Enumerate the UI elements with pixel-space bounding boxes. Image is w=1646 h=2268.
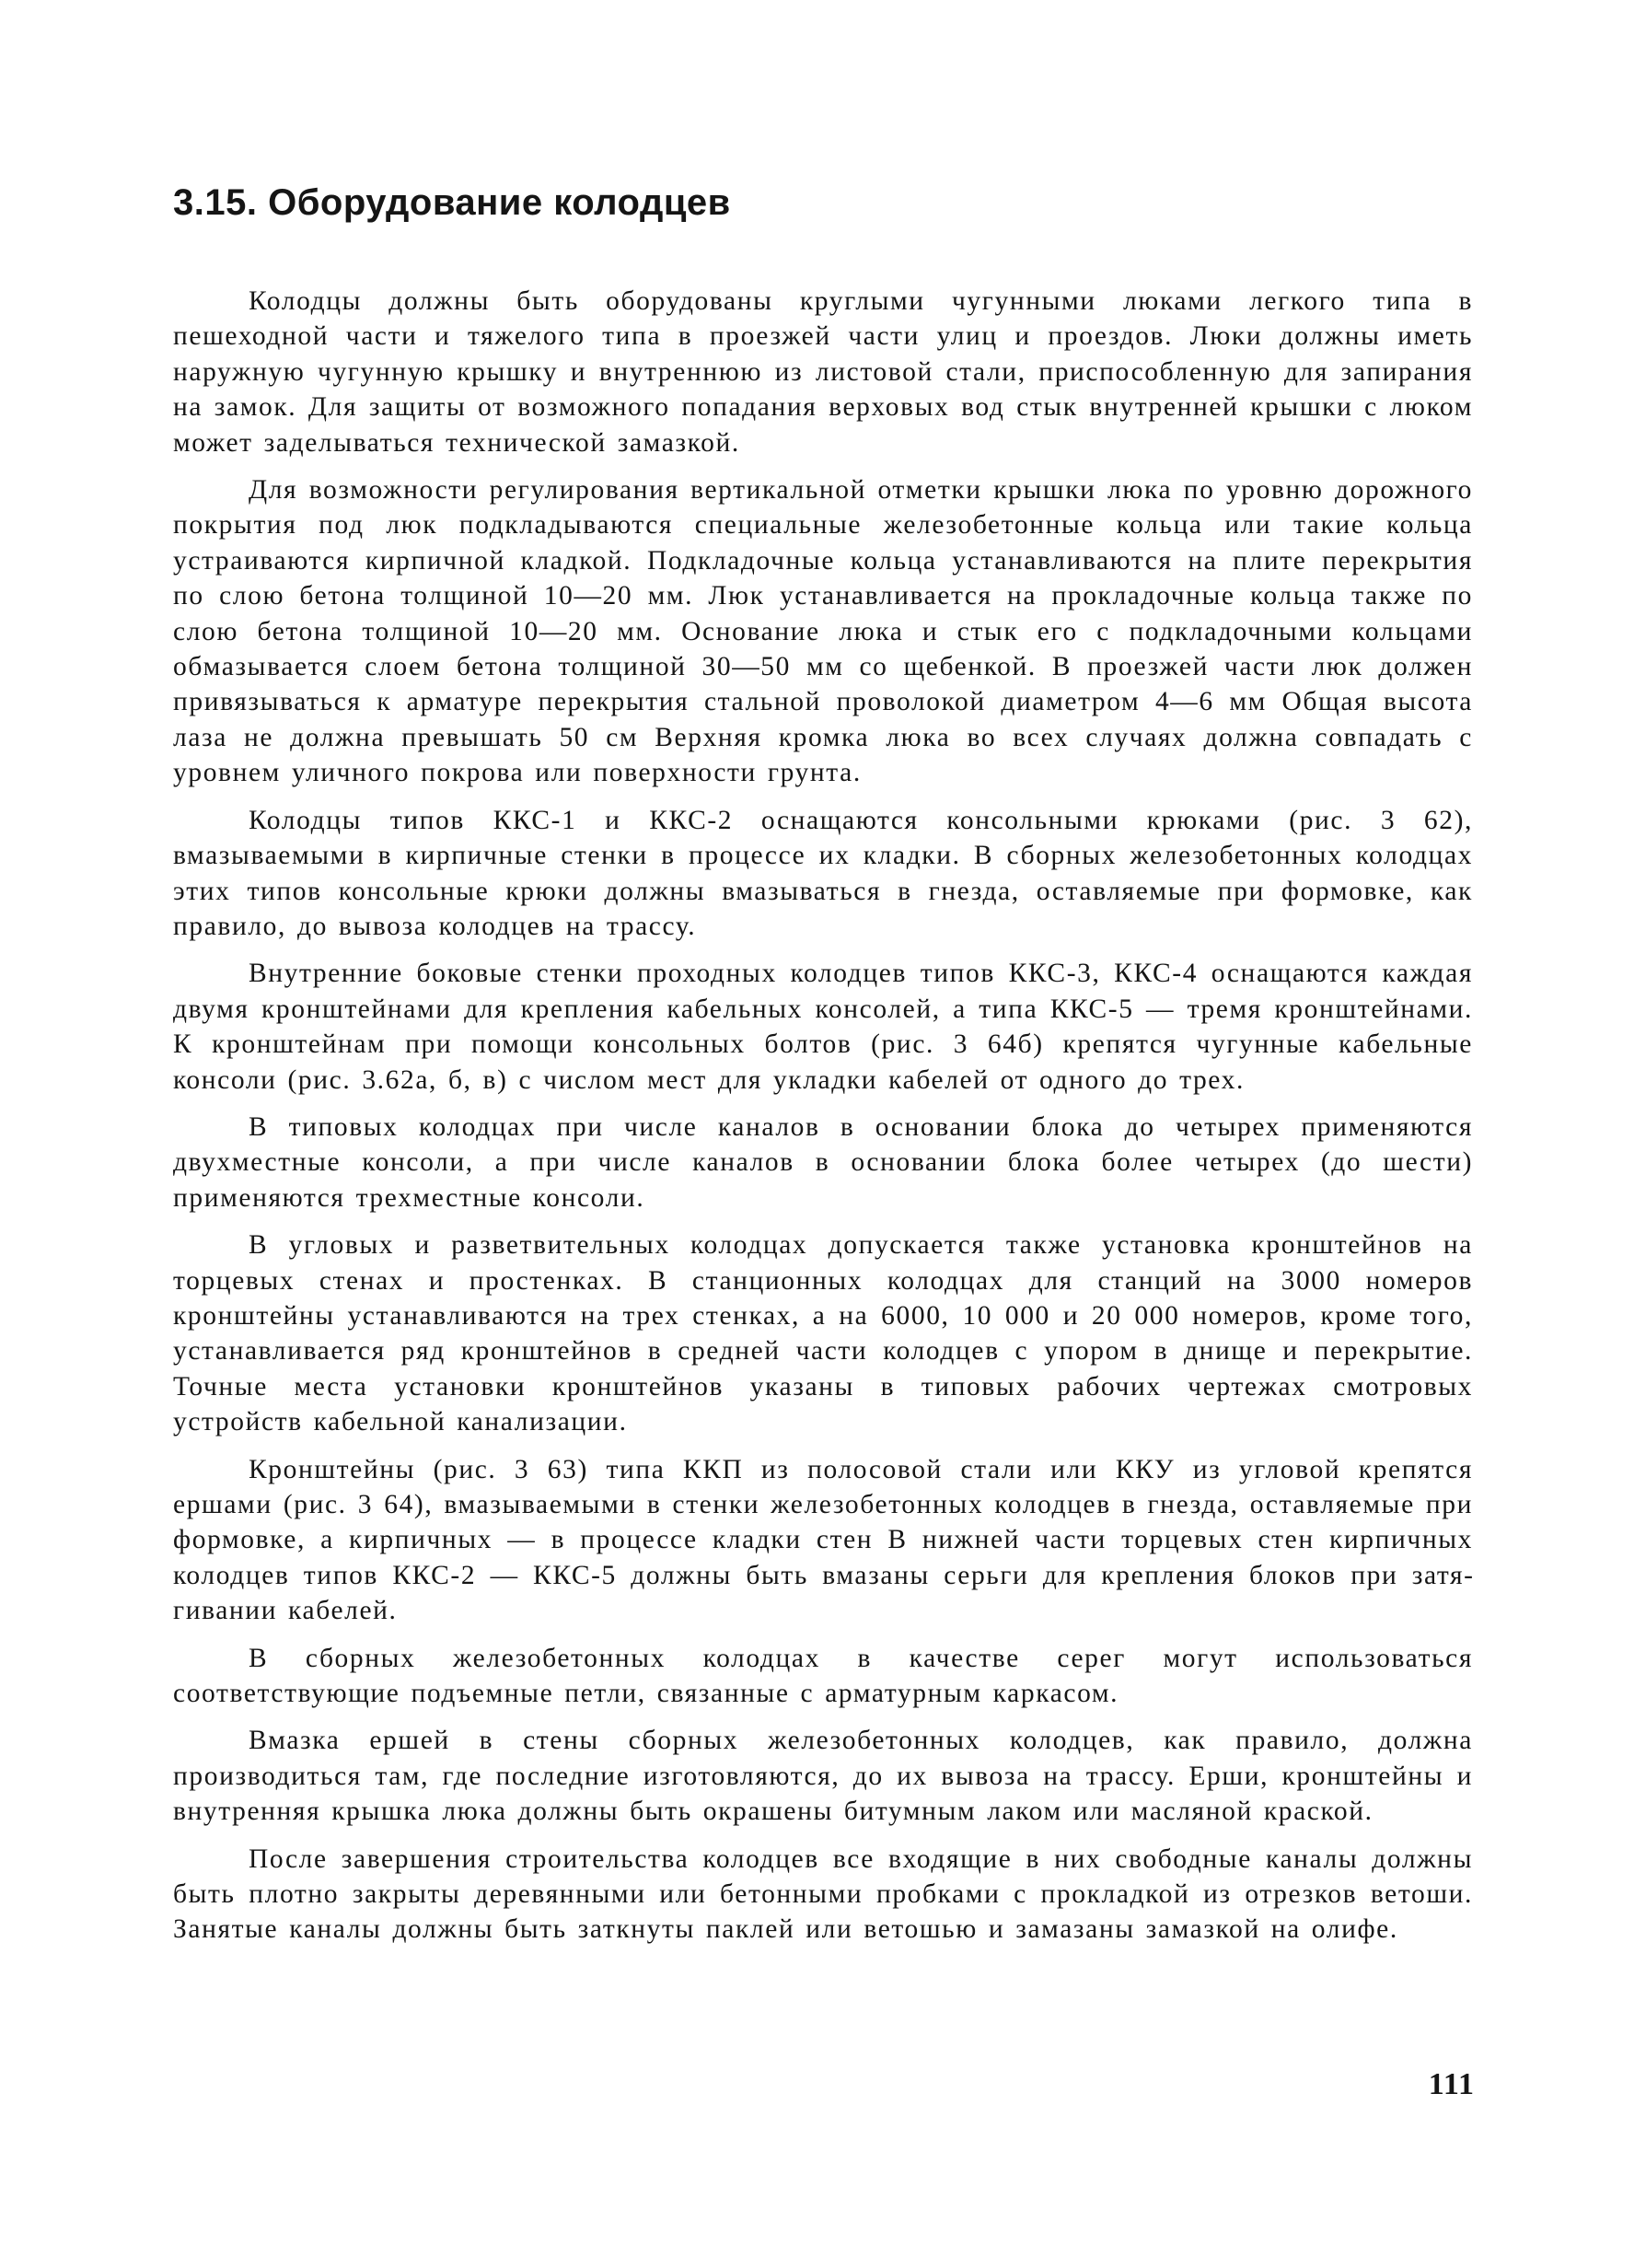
paragraph-ruff-installation: Вмазка ершей в стены сборных железобетонных колодцев, как правило, должна производиться там, где последние изготовляются, до их вывоза на трассу. Ерши, кронштейны и внутренняя крышка люка должны быть окрашены битумным лаком или масляной краской.	[173, 1726, 1473, 1827]
paragraph-console-hooks: Колодцы типов ККС-1 и ККС-2 оснащаются консольными крюками (рис. 3 62), вмазываемыми в кирпичные стенки в процессе их кладки. В сборных железобетонных колодцах этих типов консольные крюки должны вмазываться в гнезда, оставляемые при формовке, как правило, до вывоза колодцев на трассу.	[173, 805, 1473, 941]
paragraph-bracket-fastening: Кронштейны (рис. 3 63) типа ККП из полосовой стали или ККУ из угловой крепятся ершами (рис. 3 64), вмазываемыми в стенки железобетонных колодцев в гнезда, оставляемые при формовке, а кирпичных — в процессе кладки стен В нижней части торцевых стен кирпичных колодцев типов ККС-2 — ККС-5 должны быть вмазаны серьги для крепления блоков при затягивании кабелей.	[173, 1454, 1473, 1626]
paragraph-cover-level-adjustment: Для возможности регулирования вертикальной отметки крышки люка по уровню дорожного покрытия под люк подкладываются специальные железобетонные кольца или такие кольца устраиваются кирпичной кладкой. Подкладочные кольца устанавливаются на плите перекрытия по слою бетона толщиной 10—20 мм. Люк устанавливается на прокладочные кольца также по слою бетона толщиной 10—20 мм. Основание люка и стык его с подкладочными кольцами обмазывается слоем бетона толщиной 30—50 мм со щебенкой. В проезжей части люк должен привязываться к арматуре перекрытия стальной проволокой диаметром 4—6 мм Общая высота лаза не должна превышать 50 см Верхняя кромка люка во всех случаях должна совпадать с уровнем уличного покрова или поверхности грунта.	[173, 475, 1473, 788]
paragraph-channel-sealing: После завершения строительства колодцев все входящие в них свободные каналы должны быть плотно закрыты деревянными или бетонными пробками с прокладкой из отрезков ветоши. Занятые каналы должны быть заткнуты паклей или ветошью и замазаны замазкой на олифе.	[173, 1843, 1473, 1945]
page-number: 111	[1428, 2067, 1475, 2101]
paragraph-manhole-covers: Колодцы должны быть оборудованы круглыми чугунными люками легкого типа в пешеходной части и тяжелого типа в проезжей части улиц и проездов. Люки должны иметь наружную чугунную крышку и внутреннюю из листовой стали, приспособленную для запирания на замок. Для защиты от возможного попадания верховых вод стык внутренней крышки с люком может заделываться технической замазкой.	[173, 286, 1473, 458]
paragraph-corner-station-wells: В угловых и разветвительных колодцах допускается также установка кронштейнов на торцевых стенах и простенках. В станционных колодцах для станций на 3000 номеров кронштейны устанавливаются на трех стенках, а на 6000, 10 000 и 20 000 номеров, кроме того, устанавливается ряд кронштейнов в средней части колодцев с упором в днище и перекрытие. Точные места установки кронштейнов указаны в типовых рабочих чертежах смотровых устройств кабельной канализации.	[173, 1230, 1473, 1437]
paragraph-lifting-loops: В сборных железобетонных колодцах в качестве серег могут использоваться соответствующие подъемные петли, связанные с арматурным каркасом.	[173, 1643, 1473, 1709]
section-title: 3.15. Оборудование колодцев	[173, 182, 731, 223]
section-body	[173, 284, 1473, 1948]
paragraph-console-types: В типовых колодцах при числе каналов в основании блока до четырех применяются двухместные консоли, а при числе каналов в основании блока более четырех (до шести) применяются трехместные консоли.	[173, 1111, 1473, 1213]
paragraph-wall-brackets: Внутренние боковые стенки проходных колодцев типов ККС-3, ККС-4 оснащаются каждая двумя кронштейнами для крепления кабельных консолей, а типа ККС-5 — тремя кронштейнами. К кронштейнам при помощи консольных болтов (рис. 3 64б) крепятся чугунные кабельные консоли (рис. 3.62а, б, в) с числом мест для укладки кабелей от одного до трех.	[173, 959, 1473, 1095]
